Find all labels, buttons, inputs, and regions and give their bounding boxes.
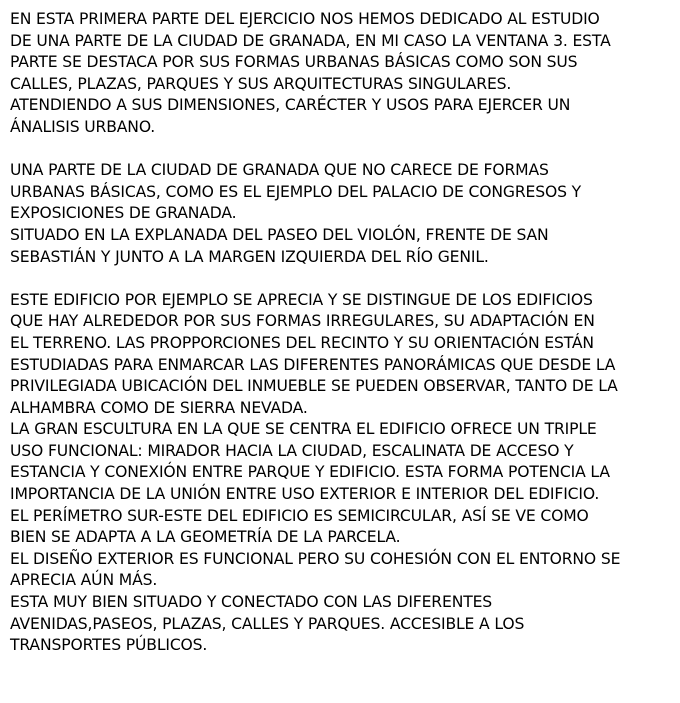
text-line: APRECIA AÚN MÁS. — [10, 571, 158, 590]
text-line: ALHAMBRA COMO DE SIERRA NEVADA. — [10, 398, 308, 417]
text-line: QUE HAY ALREDEDOR POR SUS FORMAS IRREGULARES, SU ADAPTACIÓN EN — [10, 312, 595, 331]
text-line: EXPOSICIONES DE GRANADA. — [10, 204, 237, 223]
paragraph-edificio — [10, 290, 675, 657]
text-line: IMPORTANCIA DE LA UNIÓN ENTRE USO EXTERIOR E INTERIOR DEL EDIFICIO. — [10, 485, 600, 504]
text-line: SITUADO EN LA EXPLANADA DEL PASEO DEL VIOLÓN, FRENTE DE SAN — [10, 225, 549, 244]
text-line: ATENDIENDO A SUS DIMENSIONES, CARÉCTER Y USOS PARA EJERCER UN — [10, 96, 571, 115]
paragraph-palacio — [10, 160, 675, 268]
paragraph-intro — [10, 9, 675, 139]
paragraph-spacer — [10, 139, 675, 161]
text-line: PRIVILEGIADA UBICACIÓN DEL INMUEBLE SE PUEDEN OBSERVAR, TANTO DE LA — [10, 377, 618, 396]
text-line: ÁNALISIS URBANO. — [10, 117, 156, 136]
text-line: TRANSPORTES PÚBLICOS. — [10, 636, 208, 655]
paragraph-spacer — [10, 268, 675, 290]
text-line: ESTE EDIFICIO POR EJEMPLO SE APRECIA Y SE DISTINGUE DE LOS EDIFICIOS — [10, 290, 593, 309]
text-line: EN ESTA PRIMERA PARTE DEL EJERCICIO NOS HEMOS DEDICADO AL ESTUDIO — [10, 10, 600, 28]
text-line: USO FUNCIONAL: MIRADOR HACIA LA CIUDAD, ESCALINATA DE ACCESO Y — [10, 441, 574, 460]
text-line: PARTE SE DESTACA POR SUS FORMAS URBANAS BÁSICAS COMO SON SUS — [10, 53, 578, 72]
document-body — [10, 9, 675, 657]
text-line: AVENIDAS,PASEOS, PLAZAS, CALLES Y PARQUES. ACCESIBLE A LOS — [10, 614, 525, 633]
text-line: ESTANCIA Y CONEXIÓN ENTRE PARQUE Y EDIFICIO. ESTA FORMA POTENCIA LA — [10, 463, 610, 482]
text-line: ESTUDIADAS PARA ENMARCAR LAS DIFERENTES PANORÁMICAS QUE DESDE LA — [10, 355, 616, 374]
text-line: EL PERÍMETRO SUR-ESTE DEL EDIFICIO ES SEMICIRCULAR, ASÍ SE VE COMO — [10, 506, 589, 525]
text-line: UNA PARTE DE LA CIUDAD DE GRANADA QUE NO CARECE DE FORMAS — [10, 161, 549, 180]
text-line: DE UNA PARTE DE LA CIUDAD DE GRANADA, EN MI CASO LA VENTANA 3. ESTA — [10, 31, 611, 50]
text-line: BIEN SE ADAPTA A LA GEOMETRÍA DE LA PARCELA. — [10, 528, 401, 547]
text-line: EL TERRENO. LAS PROPPORCIONES DEL RECINTO Y SU ORIENTACIÓN ESTÁN — [10, 333, 594, 352]
text-line: EL DISEÑO EXTERIOR ES FUNCIONAL PERO SU COHESIÓN CON EL ENTORNO SE — [10, 549, 621, 568]
text-line: URBANAS BÁSICAS, COMO ES EL EJEMPLO DEL PALACIO DE CONGRESOS Y — [10, 182, 582, 201]
text-line: CALLES, PLAZAS, PARQUES Y SUS ARQUITECTURAS SINGULARES. — [10, 74, 512, 93]
text-line: ESTA MUY BIEN SITUADO Y CONECTADO CON LAS DIFERENTES — [10, 593, 493, 612]
text-line: LA GRAN ESCULTURA EN LA QUE SE CENTRA EL EDIFICIO OFRECE UN TRIPLE — [10, 420, 597, 439]
text-line: SEBASTIÁN Y JUNTO A LA MARGEN IZQUIERDA DEL RÍO GENIL. — [10, 247, 489, 266]
